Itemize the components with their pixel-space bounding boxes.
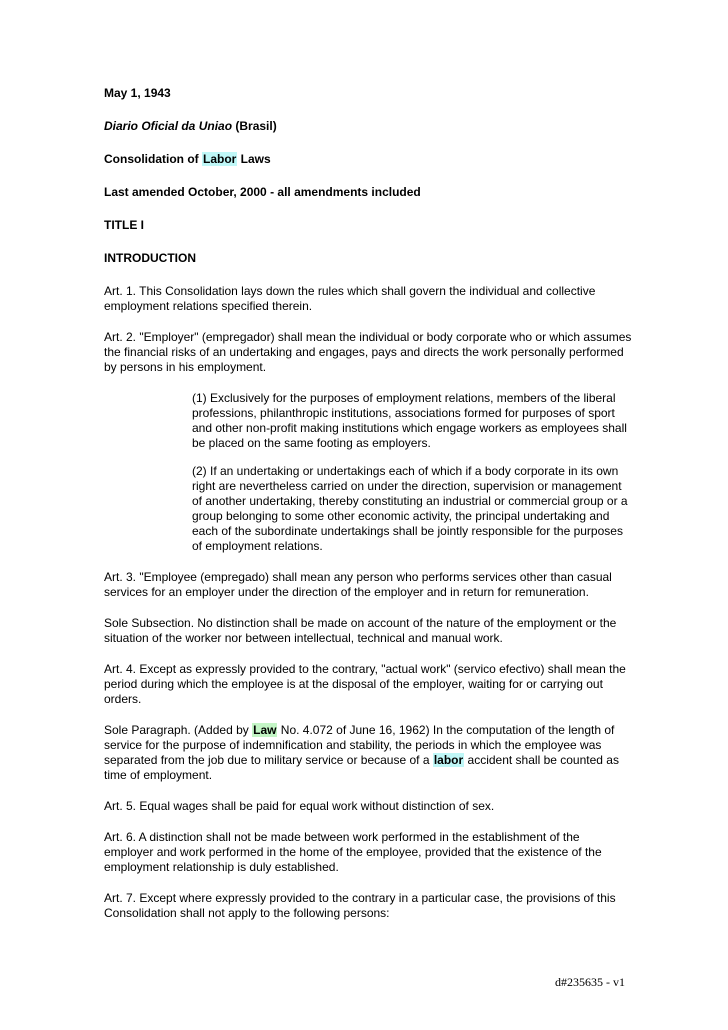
source-country: (Brasil): [232, 119, 277, 133]
section-heading: INTRODUCTION: [104, 251, 196, 265]
article-2-clause-1: (1) Exclusively for the purposes of employment relations, members of the liberal professions, philanthropic institutions, associations formed for purposes of sport and other non-profit making institutions which engage workers as employees shall be placed on the same footing as employers.: [192, 391, 627, 450]
article-2-clause-2: (2) If an undertaking or undertakings each of which if a body corporate in its own right are nevertheless carried on under the direction, supervision or management of another undertaking, thereby constituting an industrial or commercial group or a group belonging to some other economic activity, the principal undertaking and each of the subordinate undertakings shall be jointly responsible for the purposes of employment relations.: [192, 464, 628, 553]
sole-paragraph-part-1: Sole Paragraph. (Added by: [104, 723, 253, 737]
document-page: [104, 86, 632, 937]
article-6: Art. 6. A distinction shall not be made between work performed in the establishment of the employer and work performed in the home of the employee, provided that the existence of the employment relationship is duly established.: [104, 830, 602, 874]
sole-paragraph-part-2: No. 4.072 of June 16, 1962) In the computation of the length of service for the purpose of indemnification and stability, the periods in which the employee was separated from the job due to military service or because of a: [104, 723, 615, 767]
amendment-note: Last amended October, 2000 - all amendments included: [104, 185, 421, 199]
search-highlight-labor: Labor: [203, 152, 237, 166]
article-4: Art. 4. Except as expressly provided to the contrary, "actual work" (servico efectivo) shall mean the period during which the employee is at the disposal of the employer, waiting for or carrying out orders.: [104, 662, 626, 706]
search-highlight-labor-2: labor: [433, 753, 464, 767]
article-3: Art. 3. "Employee (empregado) shall mean any person who performs services other than casual services for an employer under the direction of the employer and in return for remuneration.: [104, 570, 612, 599]
sole-subsection: Sole Subsection. No distinction shall be made on account of the nature of the employment or the situation of the worker nor between intellectual, technical and manual work.: [104, 616, 617, 645]
article-1: Art. 1. This Consolidation lays down the rules which shall govern the individual and collective employment relations specified therein.: [104, 284, 596, 313]
article-2: Art. 2. "Employer" (empregador) shall mean the individual or body corporate who or which assumes the financial risks of an undertaking and engages, pays and directs the work personally performed by persons in his employment.: [104, 330, 632, 374]
document-title: [104, 152, 632, 167]
document-source: [104, 119, 632, 134]
title-prefix: Consolidation of: [104, 152, 202, 166]
document-date: May 1, 1943: [104, 86, 171, 100]
source-name: Diario Oficial da Uniao: [104, 119, 233, 133]
article-7: Art. 7. Except where expressly provided to the contrary in a particular case, the provisions of this Consolidation shall not apply to the following persons:: [104, 891, 616, 920]
sole-paragraph: [104, 723, 632, 783]
sole-paragraph-part-3: accident shall be counted as time of employment.: [104, 753, 619, 782]
search-highlight-law: Law: [253, 723, 277, 737]
title-number: TITLE I: [104, 218, 144, 232]
title-suffix: Laws: [237, 152, 271, 166]
document-id-footer: d#235635 - v1: [555, 975, 625, 989]
article-5: Art. 5. Equal wages shall be paid for equal work without distinction of sex.: [104, 799, 495, 813]
